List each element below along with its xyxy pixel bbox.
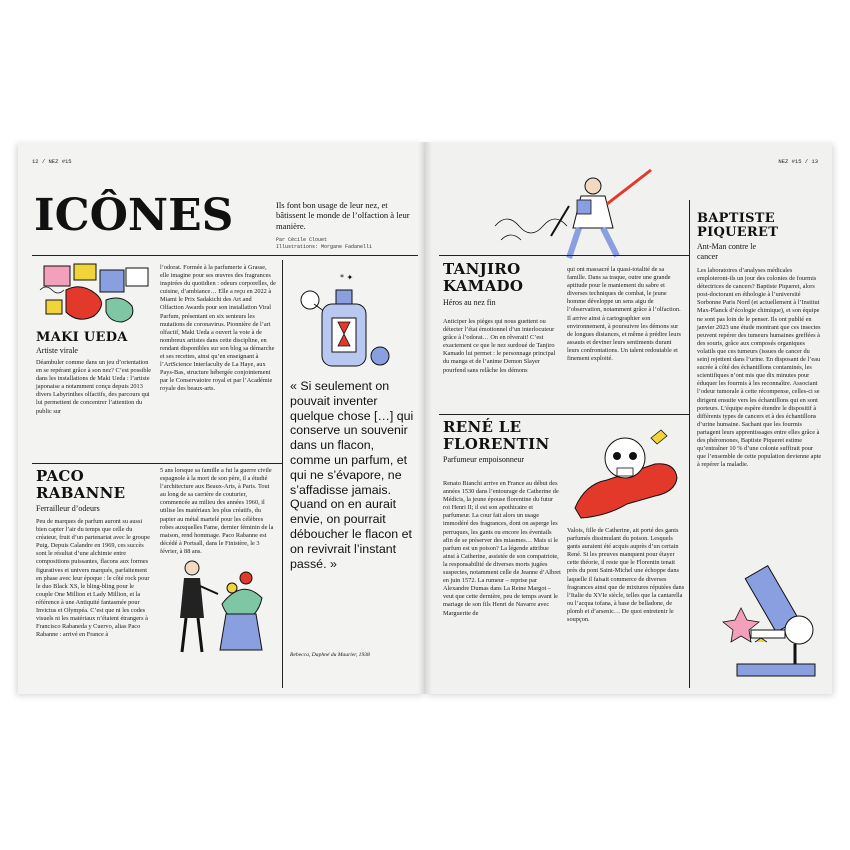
mid-rule [32, 463, 282, 464]
paco-name: PACO RABANNE [36, 467, 126, 502]
paco-subtitle: Ferrailleur d’odeurs [36, 504, 100, 513]
baptiste-text: Les laboratoires d’analyses médicales emploieront-ils un jour des colonies de fourmis détectrices de cancers? Baptiste Piqueret, alors post-doctorant en éthologie à l’université Sorbonne Paris Nord (et actuellement à l’Institut Max-Planck d’écologie chimique), et son équipe ne sont pas loin de le penser. Ils ont publié en janvier 2023 une étude montrant que ces insectes peuvent repérer des tumeurs humaines greffées à des souris, grâce aux composés organiques volatils que ces tumeurs (issues de cancer du sein) rejettent dans l’urine. En disposant de l’eau sucrée à côté des échantillons contaminés, les scientifiques n’ont mis que dix minutes pour éduquer les fourmis à les reconnaître. Associant l’odeur tumorale à cette récompense, celles-ci se dirigent ensuite vers les échantillons qui en sont porteurs. L’équipe espère étendre le dispositif à différents types de cancers et à des échantillons d’urine humaine. Sachant que les fourmis partagent leurs apprentissages entre elles grâce à des phéromones, Baptiste Piqueret estime qu’entraîner 10 % d’une colonie suffirait pour que l’ensemble de cette population devienne apte à repérer la maladie. [697, 267, 822, 469]
right-column-rule [689, 200, 690, 688]
intro-text: Ils font bon usage de leur nez, et bâtissent le monde de l’olfaction à leur manière. [276, 200, 410, 231]
right-top-rule [439, 255, 689, 256]
maze-art-illustration [36, 260, 154, 330]
pull-quote: « Si seulement on pouvait inventer quelque chose […] qui conserve un souvenir dans un flacon, comme un parfum, et qui ne s’évapore, ne s’affadisse jamais. Quand on en aurait envie, on pourrait déboucher le flacon et on revivrait l’instant passé. » [290, 379, 414, 571]
right-folio: NEZ #15 / 13 [778, 158, 818, 165]
left-folio: 12 / NEZ #15 [32, 158, 72, 165]
perfumer-illustration [166, 554, 276, 664]
skull-hand-illustration [571, 424, 687, 524]
microscope-illustration [715, 560, 825, 688]
tanjiro-subtitle: Héros au nez fin [443, 298, 496, 307]
left-page [18, 142, 425, 694]
right-mid-rule [439, 414, 689, 415]
rene-text-col1: Renato Bianchi arrive en France au début des années 1530 dans l’entourage de Catherine de Médicis, la jeune épouse florentine du futur roi Henri II; il est son apothicaire et parfumeur. La cour fait alors un usage immodéré des fragrances, dont on asperge les perruques, les gants ou encore les éventails afin de se préserver des miasmes… Mais si le parfum est un poison? La légende attribue ainsi à Catherine, assistée de son compatriote, la responsabilité de diverses morts jugées suspectes, notamment celle de Jeanne d’Albret en juin 1572. La rumeur – reprise par Alexandre Dumas dans La Reine Margot – veut que cette dernière, peu de temps avant le mariage de son fils Henri de Navarre avec Marguerite de [443, 480, 561, 617]
maki-name: MAKI UEDA [36, 330, 128, 345]
byline: Par Cécile Clouet [276, 237, 328, 243]
tanjiro-text-col2: qui ont massacré la quasi-totalité de sa famille. Dans sa traque, outre une grande aptitude pour le maniement du sabre et diverses techniques de combat, le jeune homme développe un sens aigu de l’observation, notamment grâce à l’olfaction. Il arrive ainsi à cartographier son environnement, à poursuivre les démons sur de longues distances, et même à prédire leurs assauts et deviner leurs sentiments durant leurs confrontations. Un talent redoutable et finement exploité. [567, 266, 682, 363]
spread-gutter [418, 142, 432, 694]
rene-name: RENÉ LE FLORENTIN [443, 418, 550, 453]
illustration-credit: Illustrations: Morgane Fadanelli [276, 244, 373, 250]
maki-text-col1: Déambuler comme dans un jeu d’orientation en se repérant grâce à son nez? C’est possible dans les installations de Maki Ueda : l’artiste japonaise a notamment conçu depuis 2013 divers Labyrinthes olfactifs, des parcours qui lui permettent de concentrer l’attention du public sur [36, 359, 152, 415]
baptiste-subtitle: Ant-Man contre le cancer [697, 242, 757, 261]
page-title: ICÔNES [34, 190, 234, 241]
svg-text:* ✦: * ✦ [340, 273, 354, 282]
magazine-spread [18, 142, 832, 694]
paco-text-col1: Peu de marques de parfum auront su aussi bien capter l’air du temps que celle du créateur, fruit d’un partenariat avec le groupe Puig. Depuis Calandre en 1969, ces succès sont le résultat d’une alchimie entre compositions puissantes, flacons aux formes figuratives et univers marqués, parfaitement en phase avec leur époque : le côté rock pour le duo Black XS, le bling-bling pour le couple One Million et Lady Million, et la référence à une Antiquité fantasmée pour Invictus et Olympéa. C’est que ni les codes visuels ni les matériaux n’étaient étrangers à Francisco Rabaneda y Cuervo, alias Paco Rabanne : arrivé en France à [36, 518, 150, 639]
tanjiro-name: TANJIRO KAMADO [443, 260, 524, 295]
top-rule [32, 255, 418, 256]
quote-source: Rebecca, Daphné du Maurier, 1938 [290, 652, 370, 658]
paco-text-col2: 5 ans lorsque sa famille a fui la guerre civile espagnole à la mort de son père, il a étudié l’architecture aux Beaux-Arts, à Paris. Tout au long de sa carrière de couturier, commencée au milieu des années 1960, il utilise les matériaux les plus créatifs, du papier au métal martelé pour les célèbres robes auxquelles Fame, dernier féminin de la maison, rend hommage. Paco Rabanne est décédé à Portsall, dans le Finistère, le 3 février, à 88 ans. [160, 467, 274, 555]
rene-subtitle: Parfumeur empoisonneur [443, 455, 525, 464]
right-page [425, 142, 832, 694]
samurai-illustration [491, 166, 671, 266]
maki-text-col2: l’odorat. Formée à la parfumerie à Grasse, elle imagine pour ses œuvres des fragrances inspirées du quotidien : odeurs corporelles, de cuisine, d’ambiance… Elle a reçu en 2022 à Miami le Prix Sadakichi des Art and Olfaction Awards pour son installation Viral Parfum, présentant en six senteurs les mutations de coronavirus. Pionnière de l’art olfactif, Maki Ueda a ouvert la voie à de nombreux artistes dans cette discipline, en rendant disponibles sur son blog sa démarche et ses recettes, ainsi qu’en enseignant à l’ArtScience Interfaculty de La Haye, aux Pays-Bas, structure hébergée conjointement par le Conservatoire royal et par l’Académie royale des beaux-arts. [160, 264, 276, 393]
rene-text-col2: Valois, fille de Catherine, ait porté des gants parfumés dissimulant du poison. Lesquels gants auraient été acquis auprès d’un certain René. Si les preuves manquent pour étayer cette théorie, il reste que le Florentin tenait près du pont Saint-Michel une échoppe dans laquelle il faisait commerce de diverses fragrances ainsi que de mixtures réputées dans l’Italie du XVIe siècle, telles que la cantarella ou l’acqua tofana, à base de belladone, de plomb et d’arsenic… De quoi entretenir le soupçon. [567, 527, 685, 624]
tanjiro-text-col1: Anticiper les pièges qui nous guettent ou détecter l’état émotionnel d’un interlocuteur grâce à l’odorat… On en rêverait! C’est exactement ce que le nez surdoué de Tanjiro Kamado lui permet : le personnage principal du manga et de l’anime Demon Slayer pourfend sans relâche les démons [443, 318, 556, 374]
baptiste-name: BAPTISTE PIQUERET [697, 211, 779, 240]
column-rule [282, 260, 283, 688]
perfume-bottle-illustration [290, 260, 402, 380]
maki-subtitle: Artiste virale [36, 346, 78, 355]
